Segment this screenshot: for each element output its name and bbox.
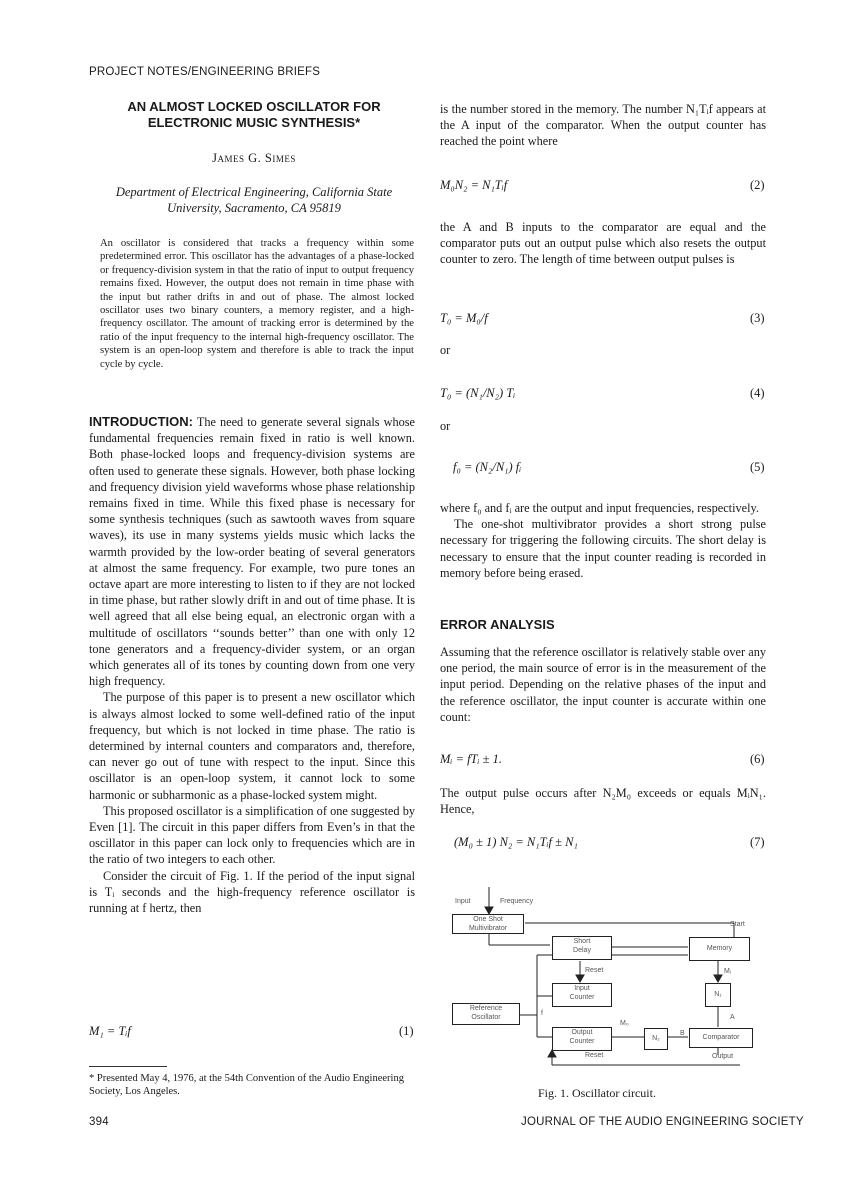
fig-f-label: f xyxy=(541,1010,543,1017)
fig-start-label: Start xyxy=(730,921,745,928)
figure-caption: Fig. 1. Oscillator circuit. xyxy=(538,1086,656,1100)
footnote: * Presented May 4, 1976, at the 54th Convention of the Audio Engineering Society, Los Angeles. xyxy=(89,1073,404,1097)
or-1: or xyxy=(440,343,451,357)
abstract: An oscillator is considered that tracks a frequency within some predetermined error. This oscillator has the advantages of a phase-locked or frequency-division system in that the ratio of input to output frequency remains fixed. However, the output does not remain in time phase with the input but rather drifts in and out of phase. The almost locked oscillator uses two binary counters, a memory register, and a high-frequency oscillator. The amount of tracking error is determined by the ratio of the input frequency to the internal high-frequency oscillator. The system is an open-loop system and therefore is able to track the input cycle by cycle. xyxy=(100,238,414,370)
equation-3-number: (3) xyxy=(750,311,765,325)
fig-ref-osc-line-2: Oscillator xyxy=(471,1014,501,1021)
fig-reset-label-2: Reset xyxy=(585,1052,604,1059)
equation-2-number: (2) xyxy=(750,178,765,192)
fig-output-counter-line-2: Counter xyxy=(569,1038,595,1045)
affiliation-line-2: University, Sacramento, CA 95819 xyxy=(167,201,341,215)
right-paragraphs-3-4 xyxy=(440,500,766,581)
fig-one-shot-line-2: Multivibrator xyxy=(468,925,508,932)
title-line-2: ELECTRONIC MUSIC SYNTHESIS* xyxy=(147,115,361,130)
fig-one-shot-line-1: One Shot xyxy=(473,916,503,923)
paper-title xyxy=(89,99,419,131)
fig-one-shot-box xyxy=(452,914,524,934)
right-paragraph-3: where f₀ and fᵢ are the output and input frequencies, respectively. xyxy=(440,501,759,515)
equation-3: T₀ = M₀/f xyxy=(440,311,488,325)
fig-mi-label: Mᵢ xyxy=(724,968,731,975)
right-paragraph-4: The one-shot multivibrator provides a short strong pulse necessary for triggering the following circuits. The short delay is necessary to ensure that the input counter reading is recorded in memory before being erased. xyxy=(440,517,766,580)
title-line-1: AN ALMOST LOCKED OSCILLATOR FOR xyxy=(127,99,381,114)
equation-7: (M₀ ± 1) N₂ = N₁Tᵢf ± N₁ xyxy=(454,835,578,849)
intro-paragraph-2: The purpose of this paper is to present a new oscillator which is always almost locked to some well-defined ratio of the input frequency, but which is not locked in time phase. The ratio is determined by internal counters and comparators and, therefore, can never go out of tune with respect to the input. Since this oscillator is an open-loop system, it cannot lock to some harmonic or subharmonic as a phase-locked system might. xyxy=(89,690,415,802)
equation-6-number: (6) xyxy=(750,752,765,766)
error-analysis-heading: ERROR ANALYSIS xyxy=(440,617,555,632)
affiliation-line-1: Department of Electrical Engineering, California State xyxy=(115,185,393,199)
equation-7-number: (7) xyxy=(750,835,765,849)
fig-input-counter-line-1: Input xyxy=(574,985,590,992)
page-number: 394 xyxy=(89,1116,109,1128)
fig-b-label: B xyxy=(680,1030,685,1037)
fig-short-delay-line-2: Delay xyxy=(573,947,591,954)
running-head: PROJECT NOTES/ENGINEERING BRIEFS xyxy=(89,66,321,78)
fig-output-label: Output xyxy=(712,1053,734,1060)
fig-short-delay-line-1: Short xyxy=(573,938,591,945)
equation-6: Mᵢ = fTᵢ ± 1. xyxy=(440,752,502,766)
fig-input-label: Input xyxy=(455,898,471,905)
error-paragraph-2: The output pulse occurs after N₂M₀ exceeds or equals MᵢN₁. Hence, xyxy=(440,786,766,817)
equation-2: M₀N₂ = N₁Tᵢf xyxy=(440,178,508,192)
or-2: or xyxy=(440,419,451,433)
equation-1-number: (1) xyxy=(399,1024,414,1038)
intro-heading: INTRODUCTION: xyxy=(89,414,193,429)
fig-reset-label-1: Reset xyxy=(585,967,604,974)
fig-short-delay-box xyxy=(552,936,612,960)
error-paragraph-1: Assuming that the reference oscillator is relatively stable over any one period, the main source of error is in the measurement of the input period. Depending on the relative phases of the input and the reference oscillator, the input counter is accurate within one count: xyxy=(440,645,766,724)
fig-frequency-label: Frequency xyxy=(500,898,534,905)
equation-5: f₀ = (N₂/N₁) fᵢ xyxy=(453,460,522,474)
affiliation xyxy=(89,184,419,216)
fig-output-counter-box xyxy=(552,1027,612,1051)
fig-comparator-box: Comparator xyxy=(689,1028,753,1048)
equation-1: M₁ = Tᵢf xyxy=(89,1024,131,1038)
equation-4-number: (4) xyxy=(750,386,765,400)
fig-output-counter-line-1: Output xyxy=(571,1029,593,1036)
fig-n1-box: N₁ xyxy=(705,983,731,1007)
journal-footer: JOURNAL OF THE AUDIO ENGINEERING SOCIETY xyxy=(521,1116,804,1128)
fig-ref-osc-line-1: Reference xyxy=(469,1005,503,1012)
fig-input-counter-line-2: Counter xyxy=(569,994,595,1001)
right-paragraph-1: is the number stored in the memory. The number N₁Tᵢf appears at the A input of the comparator. When the output counter has reached the point where xyxy=(440,102,766,149)
fig-ref-osc-box xyxy=(452,1003,520,1025)
equation-4: T₀ = (N₁/N₂) Tᵢ xyxy=(440,386,516,400)
footnote-rule xyxy=(89,1066,167,1067)
fig-a-label: A xyxy=(730,1014,735,1021)
equation-5-number: (5) xyxy=(750,460,765,474)
intro-paragraph-3: This proposed oscillator is a simplification of one suggested by Even [1]. The circuit in this paper differs from Even’s in that the oscillator in this paper can lock only to frequencies which are in the ratio of two integers to each other. xyxy=(89,803,415,867)
fig-input-counter-box xyxy=(552,983,612,1007)
intro-paragraph-1: The need to generate several signals whose fundamental frequencies remain fixed in ratio is well known. Both phase-locked loops and frequency-division systems are often used to generate these signals. However, both phase locking and frequency division yield waveforms whose phase relationship remains fixed in time. While this fixed phase is necessary for some synthesis techniques (such as sawtooth waves from square waves), its use in many systems yields music which lacks the warmth provided by the low-order beating of several generators at almost the same frequency. For example, two pure tones an octave apart are more interesting to listen to if they are not locked in time phase, but rather slowly drift in and out of time phase. It is well agreed that all else being equal, an electronic organ with a multitude of oscillators ‘‘sounds better’’ than one with only 12 tone generators and a frequency-divider system, or an organ which generates all of its tones by counting down from one very high frequency. xyxy=(89,415,415,689)
fig-mo-label: M₀ xyxy=(620,1020,629,1027)
author: James G. Simes xyxy=(212,151,296,165)
fig-n2-box: N₂ xyxy=(644,1028,668,1050)
introduction-section xyxy=(89,414,415,916)
intro-paragraph-4: Consider the circuit of Fig. 1. If the period of the input signal is Tᵢ seconds and the high-frequency reference oscillator is running at f hertz, then xyxy=(89,868,415,916)
fig-memory-box: Memory xyxy=(689,937,750,961)
right-paragraph-2: the A and B inputs to the comparator are equal and the comparator puts out an output pulse which also resets the output counter to zero. The length of time between output pulses is xyxy=(440,220,766,267)
